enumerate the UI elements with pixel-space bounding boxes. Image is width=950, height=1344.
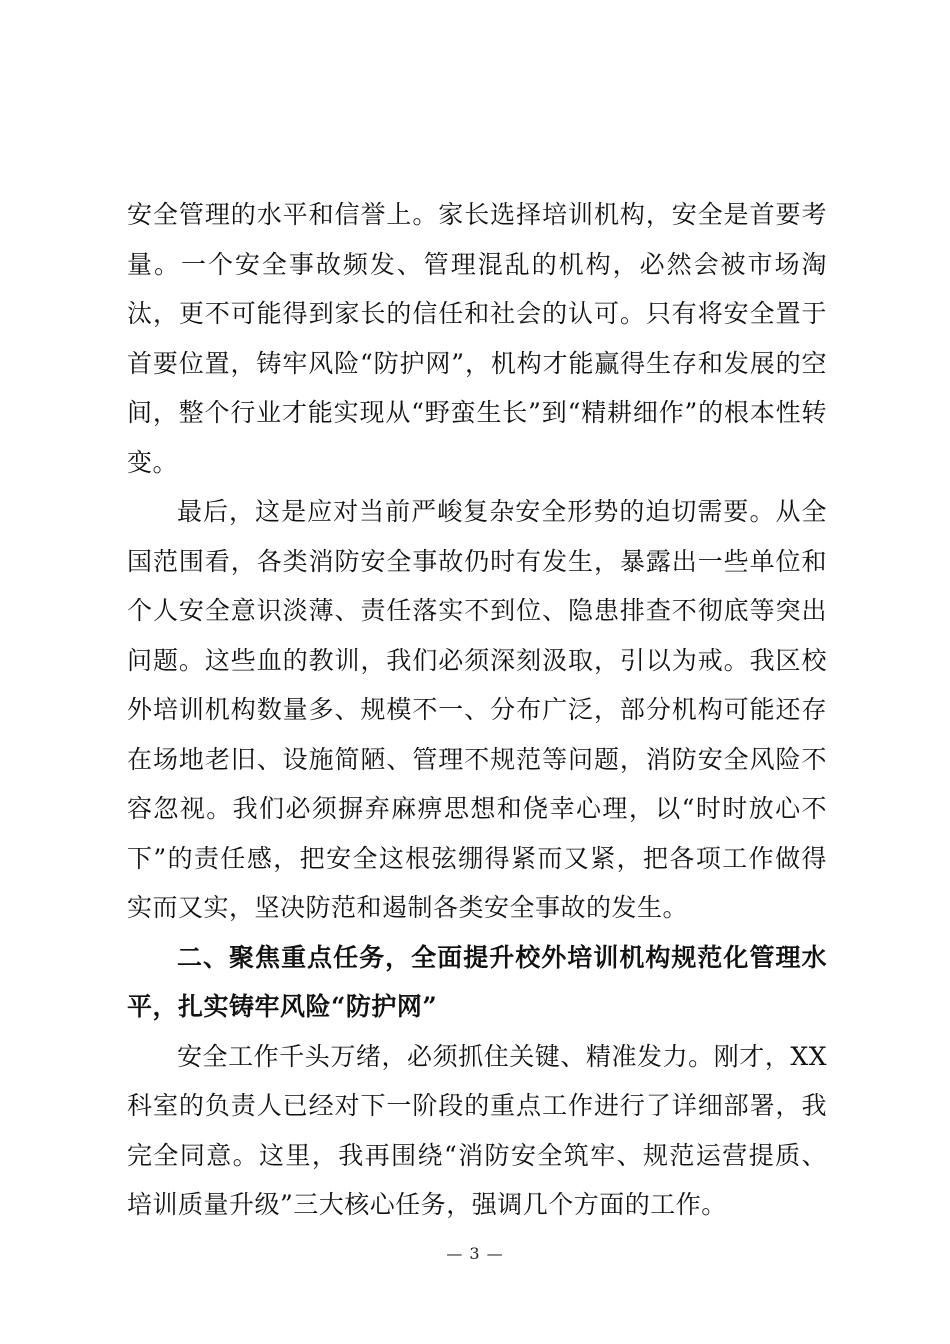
page-number: — 3 — [446, 1244, 504, 1263]
paragraph-continuation: 安全管理的水平和信誉上。家长选择培训机构，安全是首要考量。一个安全事故频发、管理混乱的机构，必然会被市场淘汰，更不可能得到家长的信任和社会的认可。只有将安全置于首要位置，铸牢风险“防护网”，机构才能赢得生存和发展的空间，整个行业才能实现从“野蛮生长”到“精耕细作”的根本性转变。 [127, 200, 827, 477]
paragraph-safety-situation: 最后，这是应对当前严峻复杂安全形势的迫切需要。从全国范围看，各类消防安全事故仍时有发生，暴露出一些单位和个人安全意识淡薄、责任落实不到位、隐患排查不彻底等突出问题。这些血的教训，我们必须深刻汲取，引以为戒。我区校外培训机构数量多、规模不一、分布广泛，部分机构可能还存在场地老旧、设施简陋、管理不规范等问题，消防安全风险不容忽视。我们必须摒弃麻痹思想和侥幸心理，以“时时放心不下”的责任感，把安全这根弦绷得紧而又紧，把各项工作做得实而又实，坚决防范和遏制各类安全事故的发生。 [127, 497, 827, 922]
section-heading-2: 二、聚焦重点任务，全面提升校外培训机构规范化管理水平，扎实铸牢风险“防护网” [127, 942, 827, 1021]
document-body [127, 190, 827, 1230]
paragraph-key-tasks: 安全工作千头万绪，必须抓住关键、精准发力。刚才，XX科室的负责人已经对下一阶段的重点工作进行了详细部署，我完全同意。这里，我再围绕“消防安全筑牢、规范运营提质、培训质量升级”三大核心任务，强调几个方面的工作。 [127, 1041, 827, 1219]
